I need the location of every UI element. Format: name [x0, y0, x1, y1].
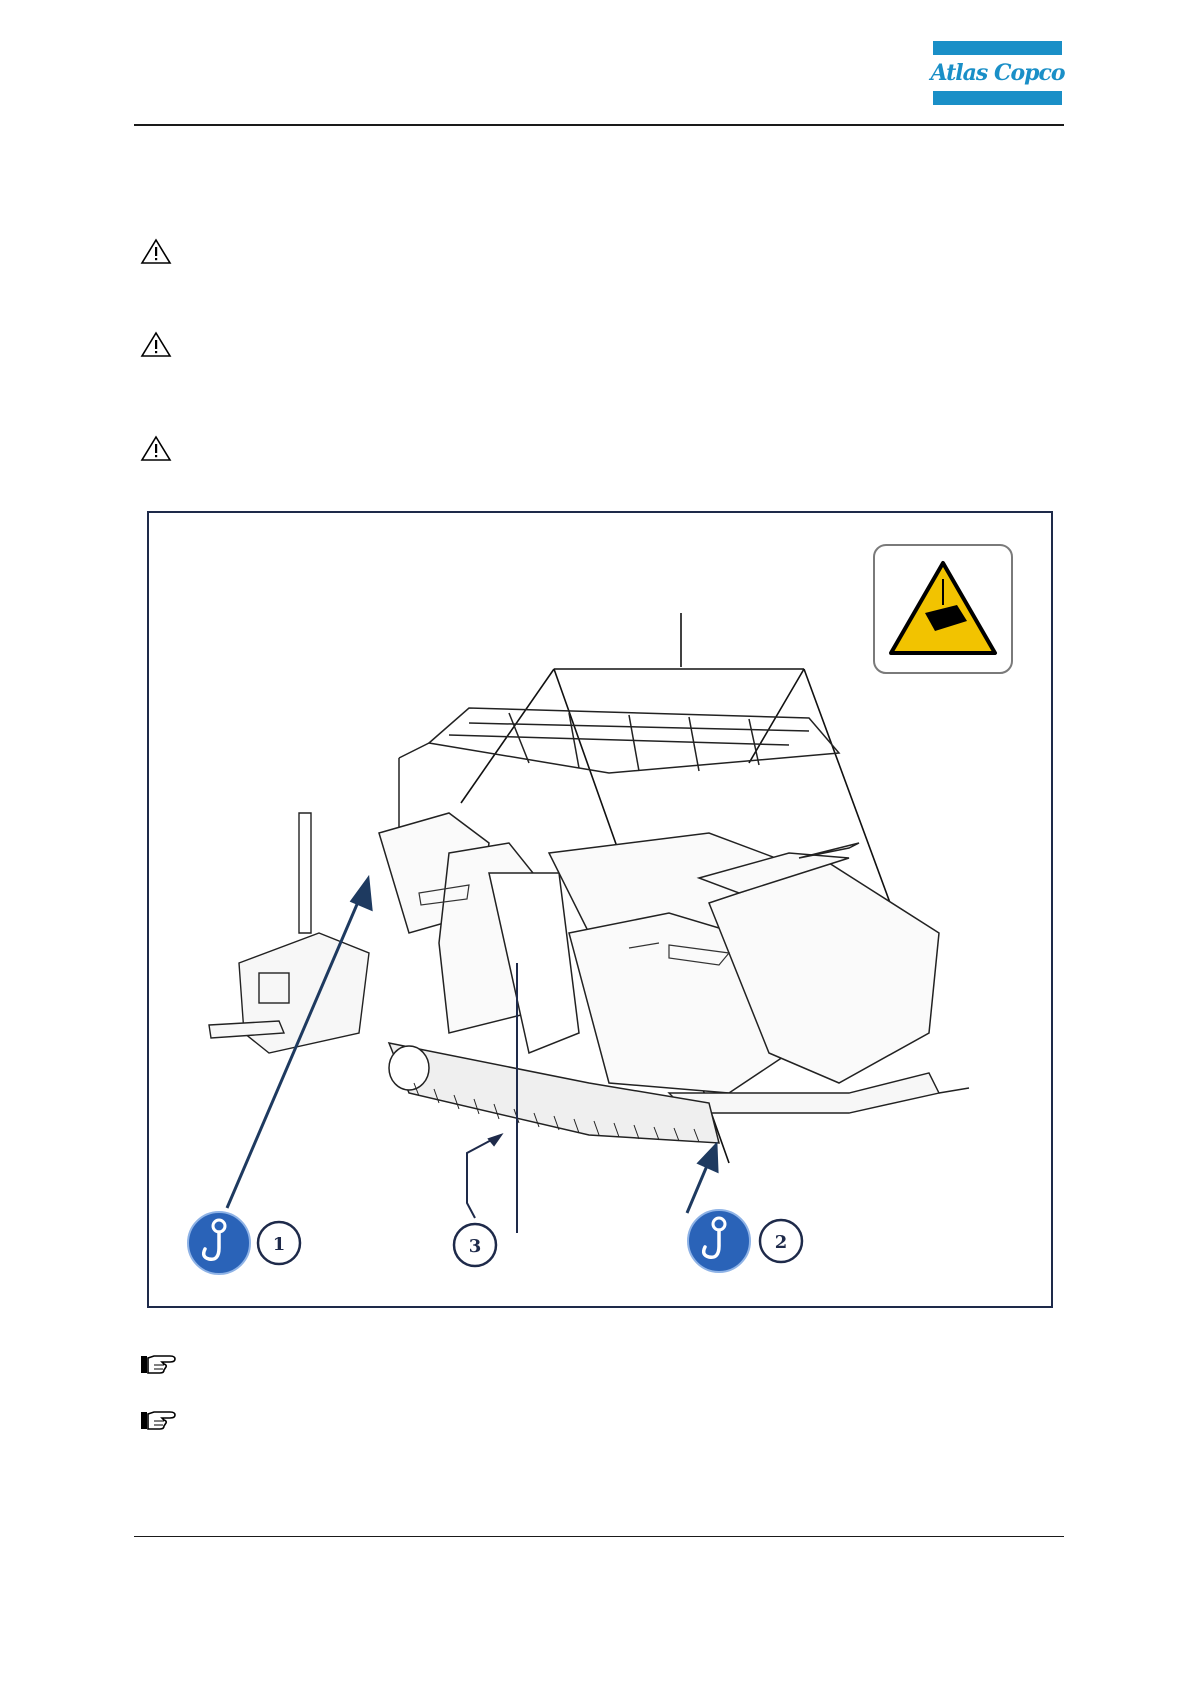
- pointing-hand-icon: [140, 1352, 180, 1376]
- callout-2: [760, 1220, 802, 1262]
- warning-triangle-icon: [140, 435, 172, 463]
- footer-rule: [134, 1536, 1064, 1537]
- pointing-hand-icon: [140, 1408, 180, 1432]
- callout-1: [258, 1222, 300, 1264]
- callout-label: 1: [272, 1234, 286, 1255]
- crane-hook-icon: [188, 1212, 250, 1274]
- callout-3: [454, 1224, 496, 1266]
- warning-triangle-icon: [140, 331, 172, 359]
- callout-label: 3: [468, 1236, 482, 1257]
- callout-label: 2: [774, 1232, 788, 1253]
- logo-wordmark: Atlas Copco: [930, 60, 1065, 86]
- header-rule: [134, 124, 1064, 126]
- crane-hook-icon: [688, 1210, 750, 1272]
- logo-band-top: [933, 41, 1062, 55]
- logo-band-bottom: [933, 91, 1062, 105]
- suspended-load-warning-icon: [874, 545, 1012, 673]
- lifting-points-figure: [147, 511, 1053, 1308]
- company-logo: [930, 41, 1065, 105]
- paver-illustration: [149, 513, 1051, 1306]
- warning-triangle-icon: [140, 238, 172, 266]
